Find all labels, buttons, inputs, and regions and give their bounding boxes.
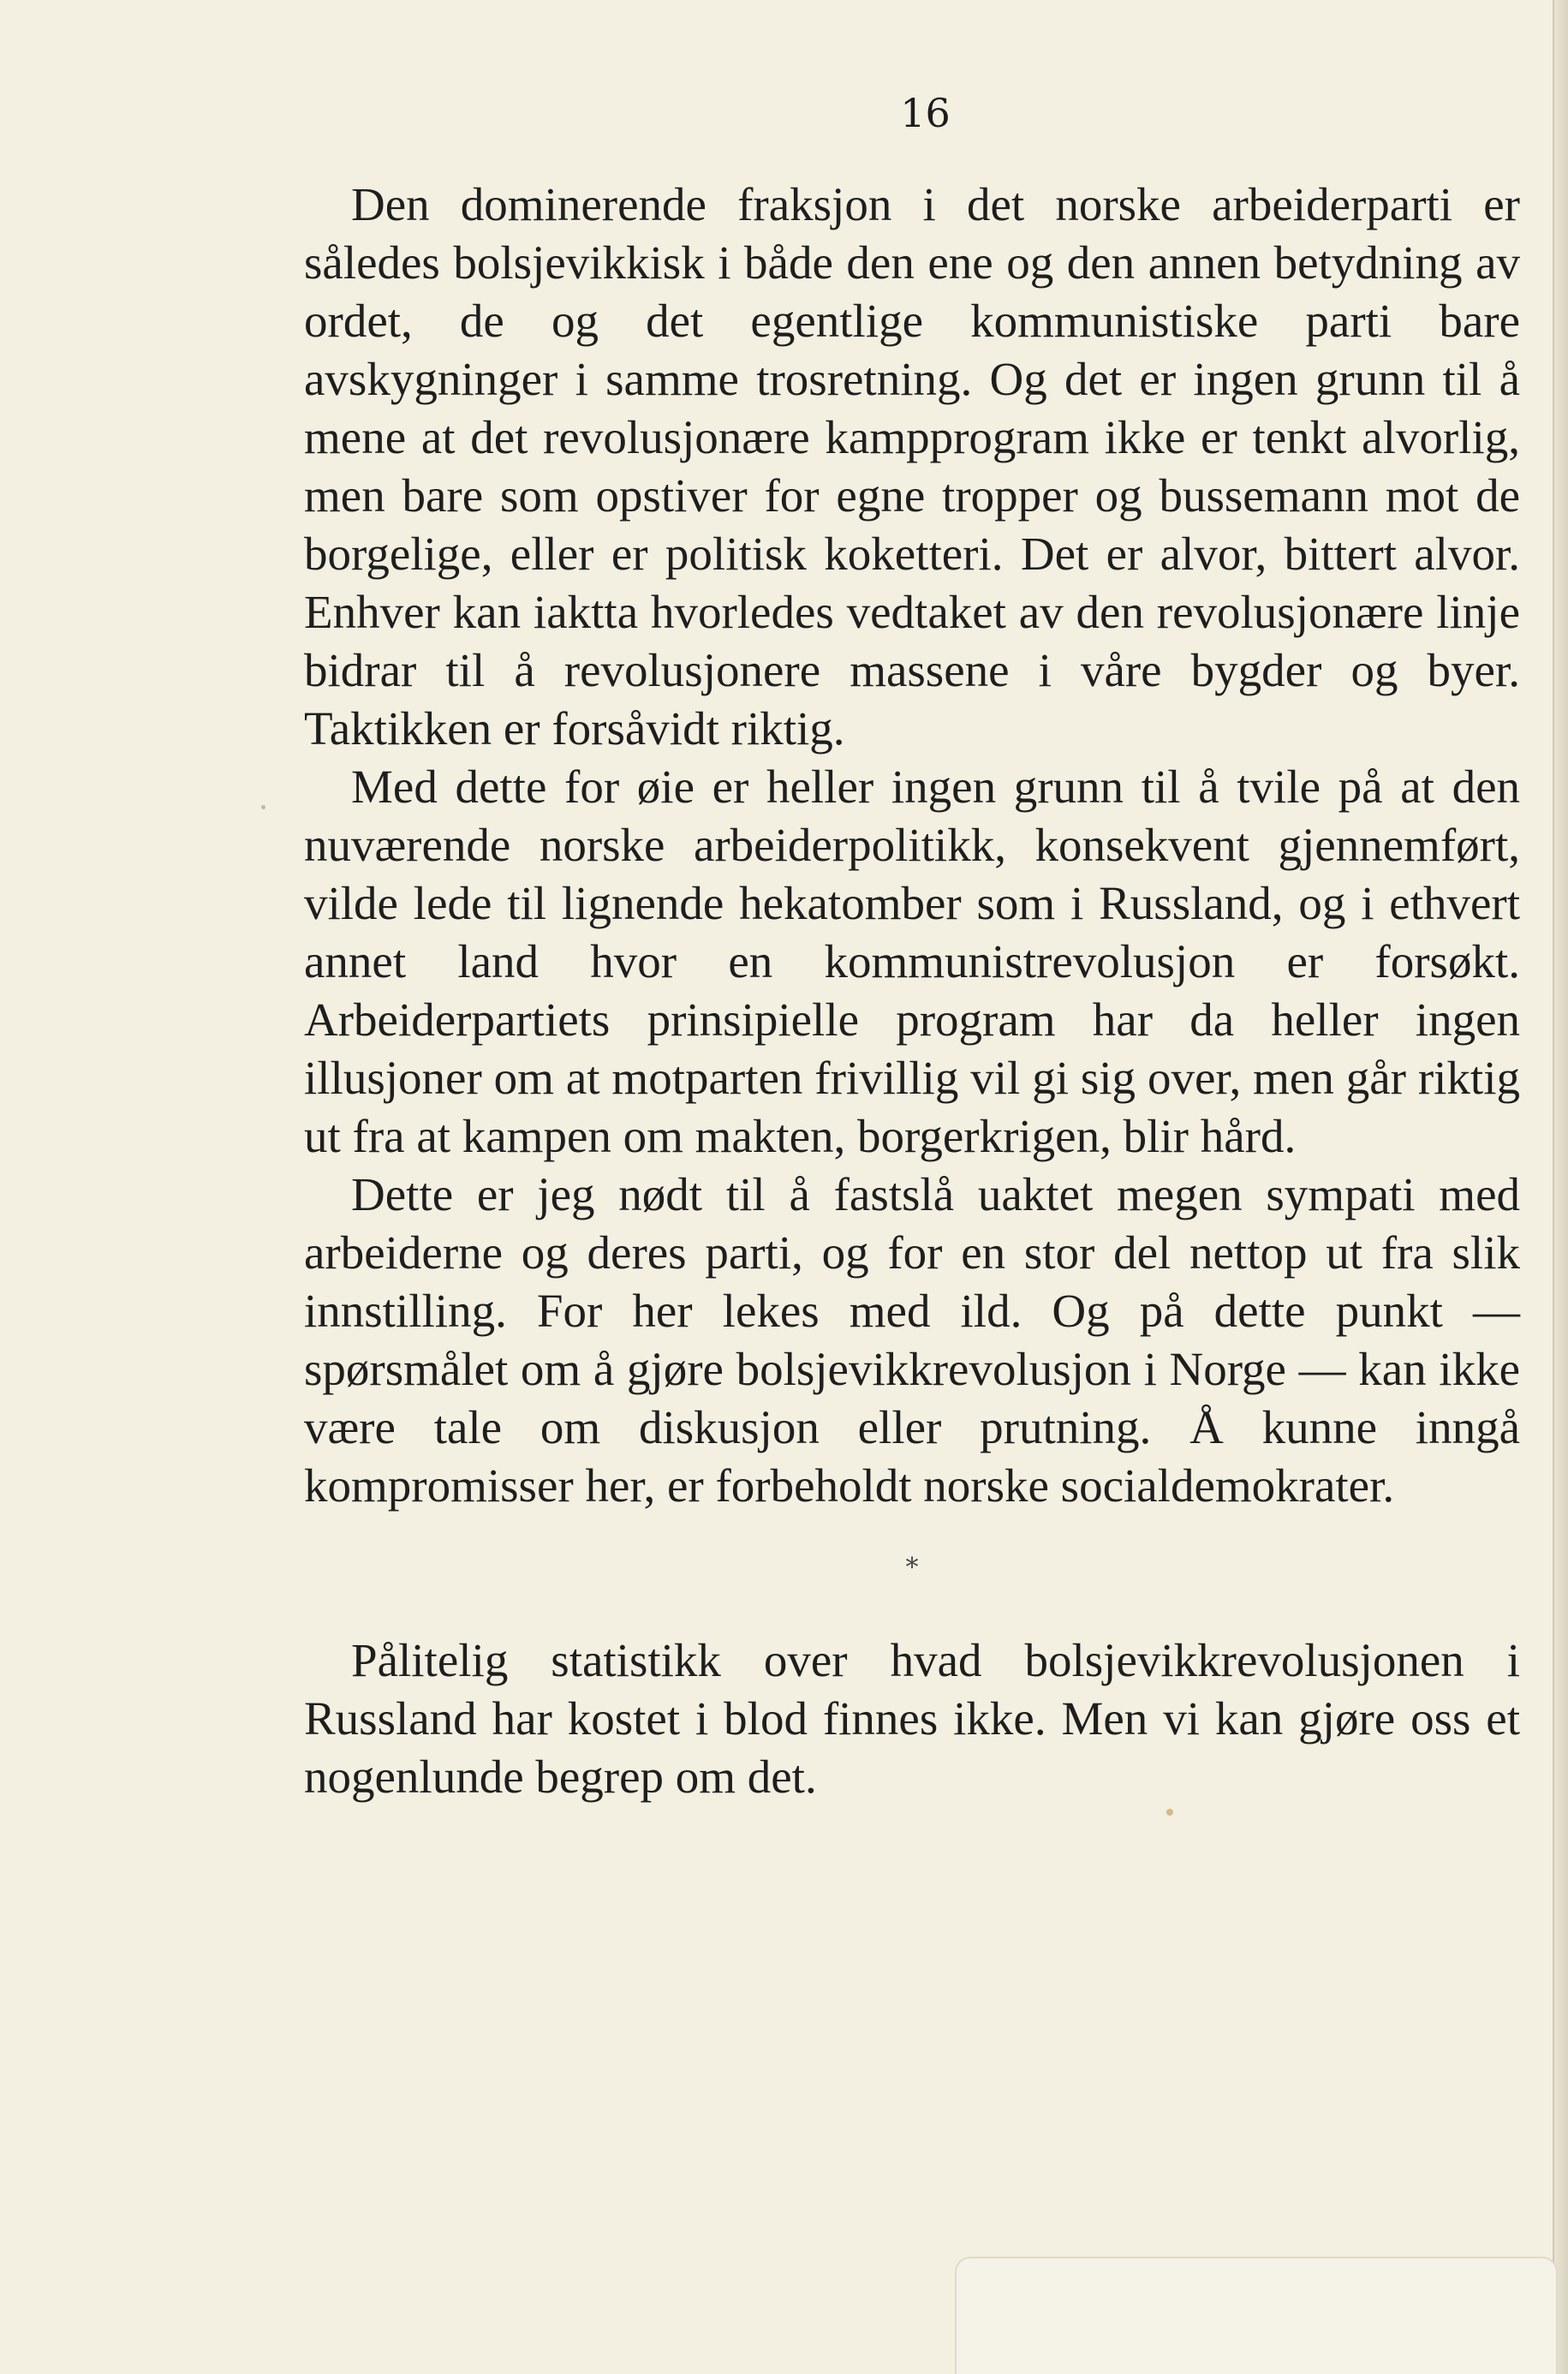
paragraph-2: Med dette for øie er heller ingen grunn til å tvile på at den nuværende norske arbeiderpolitikk, konsekvent gjennemført, vilde lede til lignende hekatomber som i Russland, og i ethvert annet land hvor en kommunistrevolusjon er forsøkt. Arbeiderpartiets prinsipielle program har da heller ingen illusjoner om at motparten frivillig vil gi sig over, men går riktig ut fra at kampen om makten, borgerkrigen, blir hård. xyxy=(304,761,1520,1162)
closing-paragraph: Pålitelig statistikk over hvad bolsjevikkrevolusjonen i Russland har kostet i blod finnes ikke. Men vi kan gjøre oss et nogenlunde begrep om det. xyxy=(304,1634,1520,1803)
body-text xyxy=(304,176,1520,1806)
library-label xyxy=(955,2257,1558,2374)
page-number: 16 xyxy=(900,90,951,136)
paragraph-3: Dette er jeg nødt til å fastslå uaktet megen sympati med arbeiderne og deres parti, og for en stor del nettop ut fra slik innstilling. For her lekes med ild. Og på dette punkt — spørsmålet om å gjøre bolsjevikkrevolusjon i Norge — kan ikke være tale om diskusjon eller prutning. Å kunne inngå kompromisser her, er forbeholdt norske socialdemokrater. xyxy=(304,1168,1520,1512)
page-edge xyxy=(1553,0,1568,2374)
paper-speck xyxy=(1166,1809,1173,1816)
paper-speck xyxy=(261,805,265,809)
paragraph-1: Den dominerende fraksjon i det norske arbeiderparti er således bolsjevikkisk i både den ene og den annen betydning av ordet, de og det egentlige kommunistiske parti bare avskygninger i samme trosretning. Og det er ingen grunn til å mene at det revolusjonære kampprogram ikke er tenkt alvorlig, men bare som opstiver for egne tropper og bussemann mot de borgelige, eller er politisk koketteri. Det er alvor, bittert alvor. Enhver kan iaktta hvorledes vedtaket av den revolusjonære linje bidrar til å revolusjonere massene i våre bygder og byer. Taktikken er forsåvidt riktig. xyxy=(304,178,1520,755)
section-separator: * xyxy=(905,1553,919,1583)
